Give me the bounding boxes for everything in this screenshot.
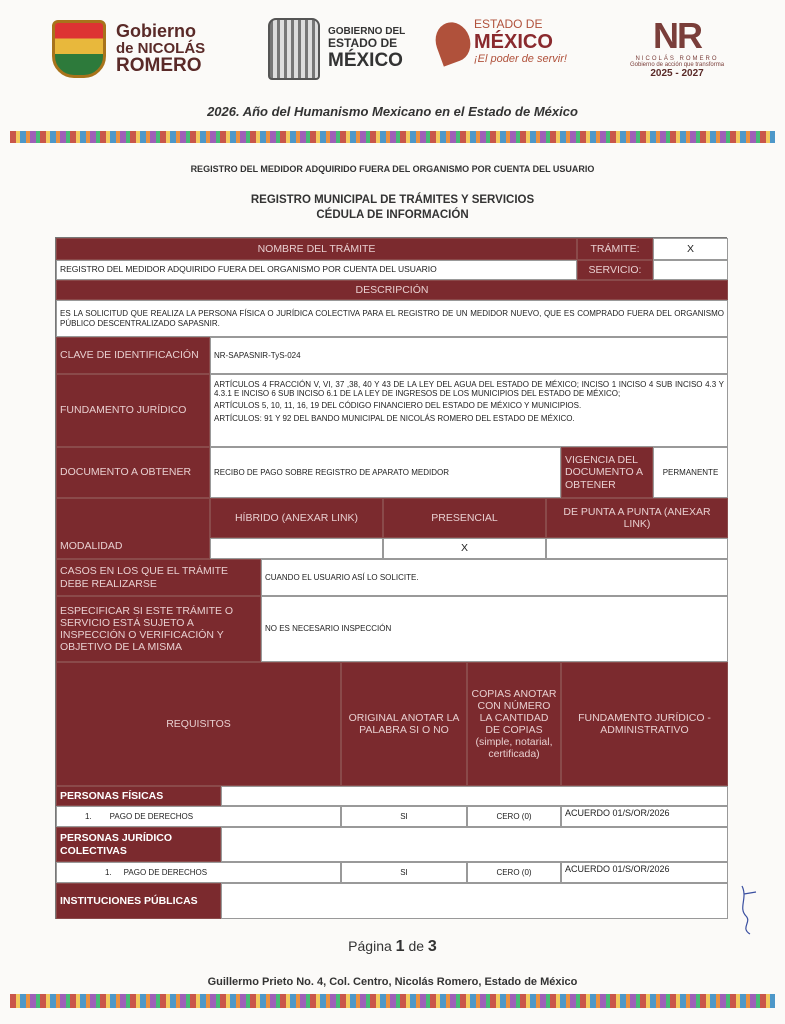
inspeccion-value: NO ES NECESARIO INSPECCIÓN [261, 596, 728, 662]
estado-mexico-gov-logo [268, 18, 405, 80]
instituciones-blank [221, 883, 728, 919]
fundamento-paragraph-1: ARTÍCULOS 4 FRACCIÓN V, VI, 37 ,38, 40 Y 43 DE LA LEY DEL AGUA DEL ESTADO DE MÉXICO; INCISO 1 INCISO 4 SUB INCISO 4.3 Y 4.3.1 E INCISO 6 SUB INCISO 6.1 DE LA LEY DE INGRESOS DE LOS MUNICIPIOS DEL ESTADO DE MÉXICO; [214, 380, 724, 399]
requirement: PAGO DE DERECHOS [123, 867, 208, 877]
document-title: REGISTRO DEL MEDIDOR ADQUIRIDO FUERA DEL ORGANISMO POR CUENTA DEL USUARIO [190, 164, 595, 174]
modalidad-hibrido: HÍBRIDO (ANEXAR LINK) [210, 498, 383, 538]
fundamento-paragraph-2: ARTÍCULOS 5, 10, 11, 16, 19 DEL CÓDIGO FINANCIERO DEL ESTADO DE MÉXICO Y MUNICIPIOS. [214, 401, 582, 411]
requirement: PAGO DE DERECHOS [109, 811, 194, 821]
logo4-line3: 2025 - 2027 [650, 68, 704, 79]
tramite-value: X [653, 238, 728, 260]
page-number [0, 938, 785, 956]
personas-fisicas-blank [221, 786, 728, 806]
nicolas-romero-logo [52, 20, 205, 78]
modalidad-punta: DE PUNTA A PUNTA (ANEXAR LINK) [546, 498, 728, 538]
casos-value: CUANDO EL USUARIO ASÍ LO SOLICITE. [261, 559, 728, 596]
fundamento-value: ACUERDO 01/S/OR/2026 [561, 806, 728, 827]
fundamento-value [210, 374, 728, 447]
servicio-label: SERVICIO: [577, 260, 653, 280]
nombre-header: NOMBRE DEL TRÁMITE [56, 238, 577, 260]
registry-title: REGISTRO MUNICIPAL DE TRÁMITES Y SERVICIOS [250, 194, 535, 206]
page-prefix: Página [348, 938, 392, 954]
inspeccion-label: ESPECIFICAR SI ESTE TRÁMITE O SERVICIO ESTÁ SUJETO A INSPECCIÓN O VERIFICACIÓN Y OBJETIVO DE LA MISMA [56, 596, 261, 662]
original-header: ORIGINAL ANOTAR LA PALABRA SI O NO [341, 662, 467, 786]
logo2-line2: ESTADO DE [328, 36, 398, 51]
descripcion-value: ES LA SOLICITUD QUE REALIZA LA PERSONA FÍSICA O JURÍDICA COLECTIVA PARA EL REGISTRO DE UN MEDIDOR NUEVO, QUE ES COMPRADO FUERA DEL ORGANISMO PÚBLICO DESCENTRALIZADO SAPASNIR. [56, 300, 728, 337]
logo3-line2: MÉXICO [474, 31, 553, 54]
copias-header: COPIAS ANOTAR CON NÚMERO LA CANTIDAD DE COPIAS (simple, notarial, certificada) [467, 662, 561, 786]
servicio-value [653, 260, 728, 280]
information-form [55, 237, 727, 919]
modalidad-label: MODALIDAD [56, 498, 210, 559]
fundamento-admin-header: FUNDAMENTO JURÍDICO - ADMINISTRATIVO [561, 662, 728, 786]
clave-label: CLAVE DE IDENTIFICACIÓN [56, 337, 210, 374]
logo3-line1: ESTADO DE [474, 17, 543, 31]
nombre-value: REGISTRO DEL MEDIDOR ADQUIRIDO FUERA DEL ORGANISMO POR CUENTA DEL USUARIO [56, 260, 577, 280]
fundamento-value: ACUERDO 01/S/OR/2026 [561, 862, 728, 883]
nr-mark: NR [653, 15, 702, 56]
crest-icon [268, 18, 320, 80]
decorative-border-top [10, 131, 775, 143]
row-number: 1. [105, 867, 112, 877]
logo1-line3: ROMERO [116, 55, 202, 77]
copias-value: CERO (0) [467, 862, 561, 883]
table-row [56, 862, 341, 883]
modalidad-punta-value [546, 538, 728, 559]
logo4-line1: NICOLÁS ROMERO [635, 56, 719, 62]
page-total: 3 [427, 938, 437, 955]
original-value: SI [341, 806, 467, 827]
flower-icon [430, 17, 476, 66]
header-logos [0, 12, 785, 92]
copias-value: CERO (0) [467, 806, 561, 827]
personas-juridico-blank [221, 827, 728, 862]
shield-icon [52, 20, 106, 78]
vigencia-label: VIGENCIA DEL DOCUMENTO A OBTENER [561, 447, 653, 498]
page-of: de [408, 938, 425, 954]
modalidad-presencial: PRESENCIAL [383, 498, 546, 538]
documento-value: RECIBO DE PAGO SOBRE REGISTRO DE APARATO MEDIDOR [210, 447, 561, 498]
cedula-title: CÉDULA DE INFORMACIÓN [316, 209, 469, 221]
logo2-line1: GOBIERNO DEL [328, 26, 406, 38]
casos-label: CASOS EN LOS QUE EL TRÁMITE DEBE REALIZARSE [56, 559, 261, 596]
table-row [56, 806, 341, 827]
documento-label: DOCUMENTO A OBTENER [56, 447, 210, 498]
year-motto: 2026. Año del Humanismo Mexicano en el Estado de México [207, 104, 578, 119]
signature [730, 878, 770, 938]
estado-mexico-logo [436, 18, 567, 65]
clave-value: NR-SAPASNIR-TyS-024 [210, 337, 728, 374]
logo4-line2: Gobierno de acción que transforma [630, 62, 725, 68]
fundamento-paragraph-3: ARTÍCULOS: 91 Y 92 DEL BANDO MUNICIPAL DE NICOLÁS ROMERO DEL ESTADO DE MÉXICO. [214, 413, 575, 423]
personas-fisicas-label: PERSONAS FÍSICAS [56, 786, 221, 806]
fundamento-label: FUNDAMENTO JURÍDICO [56, 374, 210, 447]
row-number: 1. [85, 811, 92, 821]
instituciones-label: INSTITUCIONES PÚBLICAS [56, 883, 221, 919]
descripcion-header: DESCRIPCIÓN [56, 280, 728, 300]
logo1-line1: Gobierno [116, 20, 196, 41]
logo1-line2: de NICOLÁS [116, 39, 206, 57]
footer-address: Guillermo Prieto No. 4, Col. Centro, Nicolás Romero, Estado de México [207, 976, 578, 988]
page-current: 1 [395, 938, 405, 955]
decorative-border-bottom [10, 994, 775, 1008]
nr-logo [630, 16, 724, 79]
vigencia-value: PERMANENTE [653, 447, 728, 498]
original-value: SI [341, 862, 467, 883]
logo3-line3: ¡El poder de servir! [474, 53, 567, 66]
logo2-line3: MÉXICO [328, 49, 403, 71]
requisitos-header: REQUISITOS [56, 662, 341, 786]
tramite-label: TRÁMITE: [577, 238, 653, 260]
personas-juridico-label: PERSONAS JURÍDICO COLECTIVAS [56, 827, 221, 862]
modalidad-presencial-value: X [383, 538, 546, 559]
modalidad-hibrido-value [210, 538, 383, 559]
